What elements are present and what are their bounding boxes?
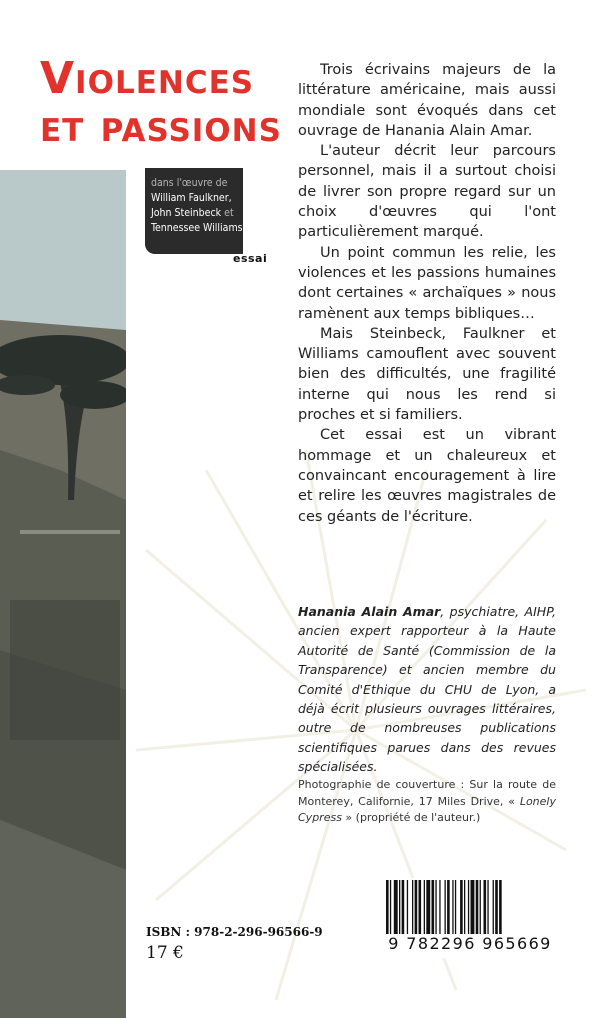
barcode-digits: 9 782296 965669 xyxy=(382,934,558,953)
author-name: Hanania Alain Amar xyxy=(298,604,441,619)
cypress-photo xyxy=(0,170,126,1018)
photo-credit-text: Photographie de couverture : Sur la route de Monterey, Californie, 17 Miles Drive, « xyxy=(298,778,556,808)
title-line-2: et passions xyxy=(40,101,282,152)
blurb-paragraph-3: Un point commun les relie, les violences et les passions humaines dont certaines « archaïques » nous ramènent aux temps bibliques… xyxy=(298,244,556,322)
photo-credit-tail: » (propriété de l'auteur.) xyxy=(341,811,481,824)
blurb-paragraph-5: Cet essai est un vibrant hommage et un chaleureux et convaincant encouragement à lire et relire les œuvres magistrales de ces géants de l'écriture. xyxy=(298,427,556,525)
book-title xyxy=(40,55,282,151)
author-bio xyxy=(298,602,556,777)
subtitle-author-1: William Faulkner, xyxy=(151,192,232,204)
blurb-paragraph-2: L'auteur décrit leur parcours personnel, mais il a surtout choisi de livrer son propre regard sur un choix d'œuvres qui l'ont particulièrement marqué. xyxy=(298,143,556,241)
subtitle-author-2-name: John Steinbeck xyxy=(151,207,222,219)
cover-photo-strip xyxy=(0,170,126,1018)
title-line-1: Violences xyxy=(40,53,255,104)
subtitle-intro: dans l'œuvre de xyxy=(151,177,228,189)
isbn: ISBN : 978-2-296-96566-9 xyxy=(146,925,323,939)
author-bio-text: , psychiatre, AIHP, ancien expert rapporteur à la Haute Autorité de Santé (Commission de la Transparence) et ancien membre du Comité d'Ethique du CHU de Lyon, a déjà écrit plusieurs ouvrages littéraires, outre de nombreuses publications scientifiques parues dans des revues spécialisées. xyxy=(298,604,556,775)
subtitle-box xyxy=(145,168,243,254)
subtitle-author-2 xyxy=(151,206,243,221)
subtitle-author-2-et: et xyxy=(221,207,234,219)
blurb-paragraph-1: Trois écrivains majeurs de la littérature américaine, mais aussi mondiale sont évoqués dans cet ouvrage de Hanania Alain Amar. xyxy=(298,62,556,139)
photo-credit xyxy=(298,777,556,827)
back-cover-blurb xyxy=(298,60,556,527)
photo-credit-title: Lonely Cypress xyxy=(298,794,556,824)
subtitle-author-3: Tennessee Williams xyxy=(151,222,243,234)
genre-label: essai xyxy=(233,252,268,265)
price: 17 € xyxy=(146,943,184,963)
blurb-paragraph-4: Mais Steinbeck, Faulkner et Williams camouflent avec souvent bien des difficultés, une fragilité interne qui nous les rend si proches et si familiers. xyxy=(298,325,556,424)
